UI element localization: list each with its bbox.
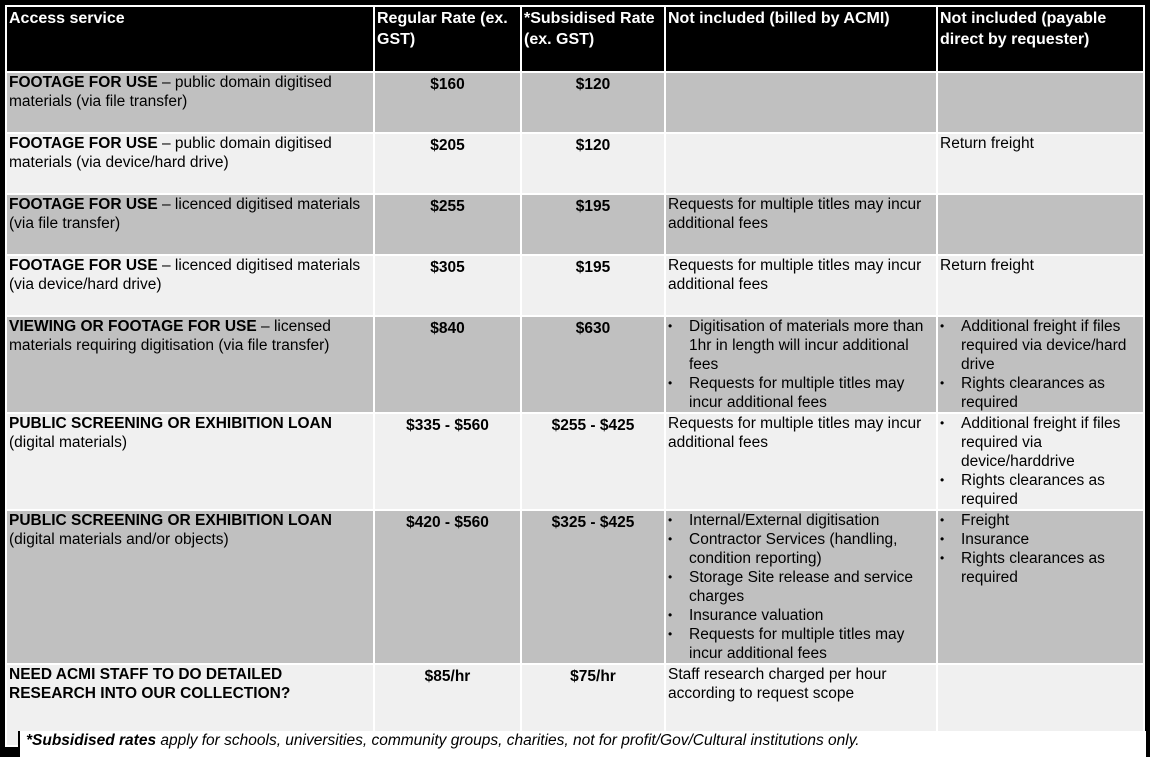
footnote-bold: *Subsidised rates: [26, 732, 157, 749]
not-included-acmi-text: Requests for multiple titles may incur additional fees: [668, 196, 922, 232]
cell-regular-rate: $420 - $560: [375, 511, 520, 663]
not-included-acmi-text: Requests for multiple titles may incur additional fees: [668, 415, 922, 451]
list-item: • Additional freight if files required via device/hard drive: [940, 317, 1141, 374]
table-row: [7, 317, 1143, 412]
service-description: – public domain digitised materials (via file transfer): [9, 74, 332, 110]
header-regular-rate: Regular Rate (ex. GST): [375, 7, 520, 71]
service-description: (digital materials): [9, 434, 128, 451]
cell-subsidised-rate: $75/hr: [522, 665, 664, 745]
service-title: FOOTAGE FOR USE: [9, 135, 158, 152]
not-included-acmi-text: Requests for multiple titles may incur additional fees: [668, 257, 922, 293]
cell-not-included-acmi: [666, 317, 936, 412]
table-row: [7, 73, 1143, 132]
cell-subsidised-rate: $630: [522, 317, 664, 412]
service-description: (digital materials and/or objects): [9, 531, 229, 548]
list-item: • Requests for multiple titles may incur additional fees: [668, 374, 934, 412]
access-service-rates-table: [5, 5, 1145, 747]
list-item: • Requests for multiple titles may incur additional fees: [668, 625, 934, 663]
list-item: • Internal/External digitisation: [668, 511, 934, 530]
cell-access-service: [7, 73, 373, 132]
cell-not-included-acmi: [666, 414, 936, 509]
service-description: – licenced digitised materials (via file transfer): [9, 196, 361, 232]
header-not-included-direct: Not included (payable direct by requester): [938, 7, 1143, 71]
list-item: • Storage Site release and service charges: [668, 568, 934, 606]
cell-regular-rate: $840: [375, 317, 520, 412]
list-item: • Insurance: [940, 530, 1141, 549]
service-title: PUBLIC SCREENING OR EXHIBITION LOAN: [9, 512, 332, 529]
cell-access-service: [7, 195, 373, 254]
list-item: • Additional freight if files required via device/harddrive: [940, 414, 1141, 471]
not-included-direct-list: [940, 511, 1141, 587]
cell-subsidised-rate: $120: [522, 73, 664, 132]
list-item: • Rights clearances as required: [940, 374, 1141, 412]
cell-access-service: [7, 134, 373, 193]
service-description: – licenced digitised materials (via device/hard drive): [9, 257, 361, 293]
not-included-acmi-text: Staff research charged per hour according to request scope: [668, 666, 887, 702]
service-title: PUBLIC SCREENING OR EXHIBITION LOAN: [9, 415, 332, 432]
not-included-direct-text: Return freight: [940, 135, 1034, 152]
cell-subsidised-rate: $195: [522, 195, 664, 254]
cell-not-included-direct: [938, 317, 1143, 412]
not-included-acmi-list: [668, 317, 934, 412]
cell-regular-rate: $160: [375, 73, 520, 132]
footnote-text: apply for schools, universities, community groups, charities, not for profit/Gov/Cultural institutions only.: [156, 732, 860, 749]
cell-access-service: [7, 317, 373, 412]
header-not-included-acmi: Not included (billed by ACMI): [666, 7, 936, 71]
not-included-acmi-list: [668, 511, 934, 663]
header-access-service: Access service: [7, 7, 373, 71]
service-description: – licensed materials requiring digitisation (via file transfer): [9, 318, 331, 354]
service-title: FOOTAGE FOR USE: [9, 257, 158, 274]
cell-regular-rate: $205: [375, 134, 520, 193]
cell-not-included-acmi: [666, 134, 936, 193]
cell-not-included-direct: [938, 414, 1143, 509]
table-row: [7, 511, 1143, 663]
cell-access-service: [7, 511, 373, 663]
cell-not-included-direct: [938, 134, 1143, 193]
service-title: FOOTAGE FOR USE: [9, 74, 158, 91]
cell-regular-rate: $255: [375, 195, 520, 254]
table-row: [7, 134, 1143, 193]
not-included-direct-list: [940, 414, 1141, 509]
cell-not-included-acmi: [666, 195, 936, 254]
cell-not-included-acmi: [666, 73, 936, 132]
cell-regular-rate: $305: [375, 256, 520, 315]
not-included-direct-list: [940, 317, 1141, 412]
cell-not-included-acmi: [666, 256, 936, 315]
list-item: • Freight: [940, 511, 1141, 530]
footnote: [18, 731, 1146, 757]
not-included-direct-text: Return freight: [940, 257, 1034, 274]
cell-regular-rate: $85/hr: [375, 665, 520, 745]
list-item: • Digitisation of materials more than 1hr in length will incur additional fees: [668, 317, 934, 374]
cell-not-included-direct: [938, 256, 1143, 315]
cell-not-included-acmi: [666, 511, 936, 663]
cell-access-service: [7, 256, 373, 315]
table-header-row: [7, 7, 1143, 71]
service-description: – public domain digitised materials (via device/hard drive): [9, 135, 332, 171]
list-item: • Contractor Services (handling, condition reporting): [668, 530, 934, 568]
cell-access-service: [7, 414, 373, 509]
rates-table-container: [5, 5, 1145, 736]
cell-subsidised-rate: $255 - $425: [522, 414, 664, 509]
list-item: • Rights clearances as required: [940, 549, 1141, 587]
cell-not-included-direct: [938, 511, 1143, 663]
service-title: VIEWING OR FOOTAGE FOR USE: [9, 318, 257, 335]
cell-subsidised-rate: $120: [522, 134, 664, 193]
table-row: [7, 414, 1143, 509]
cell-not-included-direct: [938, 195, 1143, 254]
list-item: • Rights clearances as required: [940, 471, 1141, 509]
list-item: • Insurance valuation: [668, 606, 934, 625]
cell-subsidised-rate: $325 - $425: [522, 511, 664, 663]
service-title: NEED ACMI STAFF TO DO DETAILED RESEARCH INTO OUR COLLECTION?: [9, 666, 291, 702]
table-row: [7, 256, 1143, 315]
cell-not-included-direct: [938, 73, 1143, 132]
service-title: FOOTAGE FOR USE: [9, 196, 158, 213]
table-row: [7, 195, 1143, 254]
cell-subsidised-rate: $195: [522, 256, 664, 315]
cell-regular-rate: $335 - $560: [375, 414, 520, 509]
header-subsidised-rate: *Subsidised Rate (ex. GST): [522, 7, 664, 71]
